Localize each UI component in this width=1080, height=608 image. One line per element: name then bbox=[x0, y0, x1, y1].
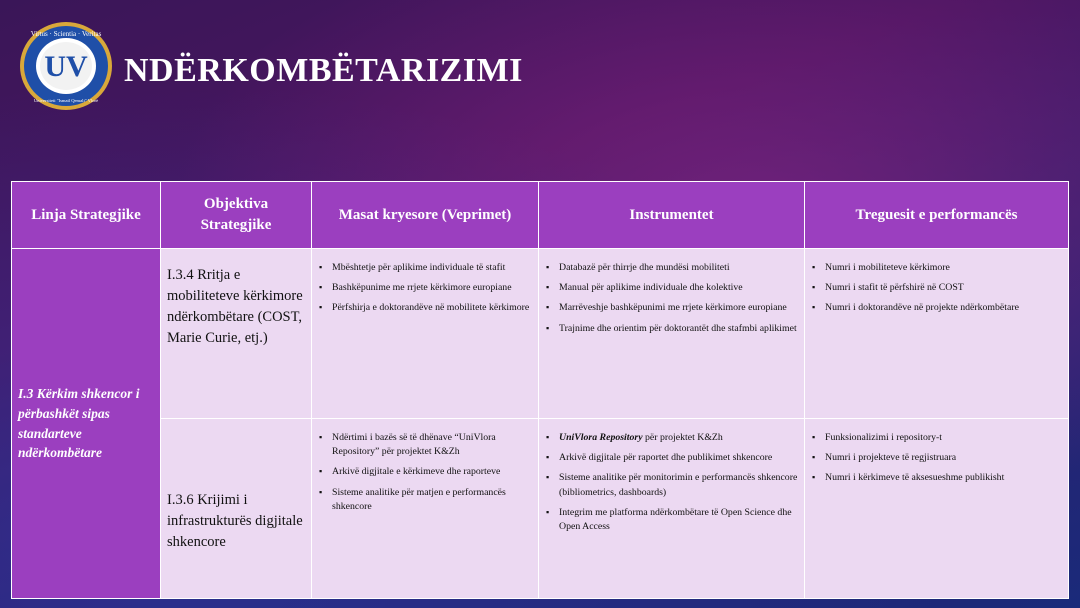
objective-cell: I.3.4 Rritja e mobiliteteve kërkimore ndërkombëtare (COST, Marie Curie, etj.) bbox=[161, 249, 312, 419]
list-item: ▪ Trajnime dhe orientim për doktorantët dhe stafmbi aplikimet bbox=[559, 322, 798, 336]
list-item: ▪ Numri i kërkimeve të aksesueshme publikisht bbox=[825, 471, 1062, 485]
measures-list bbox=[318, 261, 532, 316]
instruments-cell bbox=[539, 419, 805, 599]
logo-initials: UV bbox=[44, 50, 88, 83]
column-header: Treguesit e performancës bbox=[805, 182, 1069, 249]
repository-name: UniVlora Repository bbox=[559, 432, 643, 443]
list-item: ▪ Numri i doktorandëve në projekte ndërkombëtare bbox=[825, 301, 1062, 315]
table-header-row bbox=[12, 182, 1069, 249]
list-item: ▪ Manual për aplikime individuale dhe kolektive bbox=[559, 281, 798, 295]
list-item: ▪ Arkivë digjitale për raportet dhe publikimet shkencore bbox=[559, 451, 798, 465]
list-item: ▪ Sisteme analitike për matjen e performancës shkencore bbox=[332, 486, 532, 514]
indicators-list bbox=[811, 431, 1062, 486]
table-row bbox=[12, 419, 1069, 599]
logo-subtitle: Universiteti "Ismail Qemali" Vlorë bbox=[33, 98, 99, 103]
measures-list bbox=[318, 431, 532, 514]
list-item: ▪ Sisteme analitike për monitorimin e performancës shkencore (bibliometrics, dashboards) bbox=[559, 471, 798, 499]
repository-rest: për projektet K&Zh bbox=[642, 432, 723, 443]
table-row bbox=[12, 249, 1069, 419]
list-item: ▪ Përfshirja e doktorandëve në mobilitete kërkimore bbox=[332, 301, 532, 315]
column-header: Linja Strategjike bbox=[12, 182, 161, 249]
list-item: ▪ Mbështetje për aplikime individuale të stafit bbox=[332, 261, 532, 275]
indicators-list bbox=[811, 261, 1062, 316]
list-item: ▪ Numri i mobiliteteve kërkimore bbox=[825, 261, 1062, 275]
university-logo bbox=[18, 20, 114, 112]
list-item: ▪ Marrëveshje bashkëpunimi me rrjete kërkimore europiane bbox=[559, 301, 798, 315]
measures-cell bbox=[312, 419, 539, 599]
list-item: ▪ Databazë për thirrje dhe mundësi mobiliteti bbox=[559, 261, 798, 275]
strategy-table bbox=[11, 181, 1069, 599]
list-item: ▪ Ndërtimi i bazës së të dhënave “UniVlora Repository” për projektet K&Zh bbox=[332, 431, 532, 459]
instruments-list bbox=[545, 261, 798, 336]
instruments-list bbox=[545, 431, 798, 534]
list-item: ▪ Numri i projekteve të regjistruara bbox=[825, 451, 1062, 465]
list-item bbox=[559, 431, 798, 445]
list-item: ▪ Integrim me platforma ndërkombëtare të Open Science dhe Open Access bbox=[559, 506, 798, 534]
objective-cell: I.3.6 Krijimi i infrastrukturës digjitale shkencore bbox=[161, 419, 312, 599]
logo-motto: Virtus · Scientia · Veritas bbox=[30, 30, 102, 38]
list-item: ▪ Numri i stafit të përfshirë në COST bbox=[825, 281, 1062, 295]
indicators-cell bbox=[805, 249, 1069, 419]
strategic-line-cell: I.3 Kërkim shkencor i përbashkët sipas standarteve ndërkombëtare bbox=[12, 249, 161, 599]
list-item: ▪ Bashkëpunime me rrjete kërkimore europiane bbox=[332, 281, 532, 295]
column-header: Instrumentet bbox=[539, 182, 805, 249]
measures-cell bbox=[312, 249, 539, 419]
page-title: NDËRKOMBËTARIZIMI bbox=[124, 52, 523, 89]
instruments-cell bbox=[539, 249, 805, 419]
list-item: ▪ Funksionalizimi i repository-t bbox=[825, 431, 1062, 445]
column-header: Objektiva Strategjike bbox=[161, 182, 312, 249]
indicators-cell bbox=[805, 419, 1069, 599]
column-header: Masat kryesore (Veprimet) bbox=[312, 182, 539, 249]
list-item: ▪ Arkivë digjitale e kërkimeve dhe raporteve bbox=[332, 465, 532, 479]
